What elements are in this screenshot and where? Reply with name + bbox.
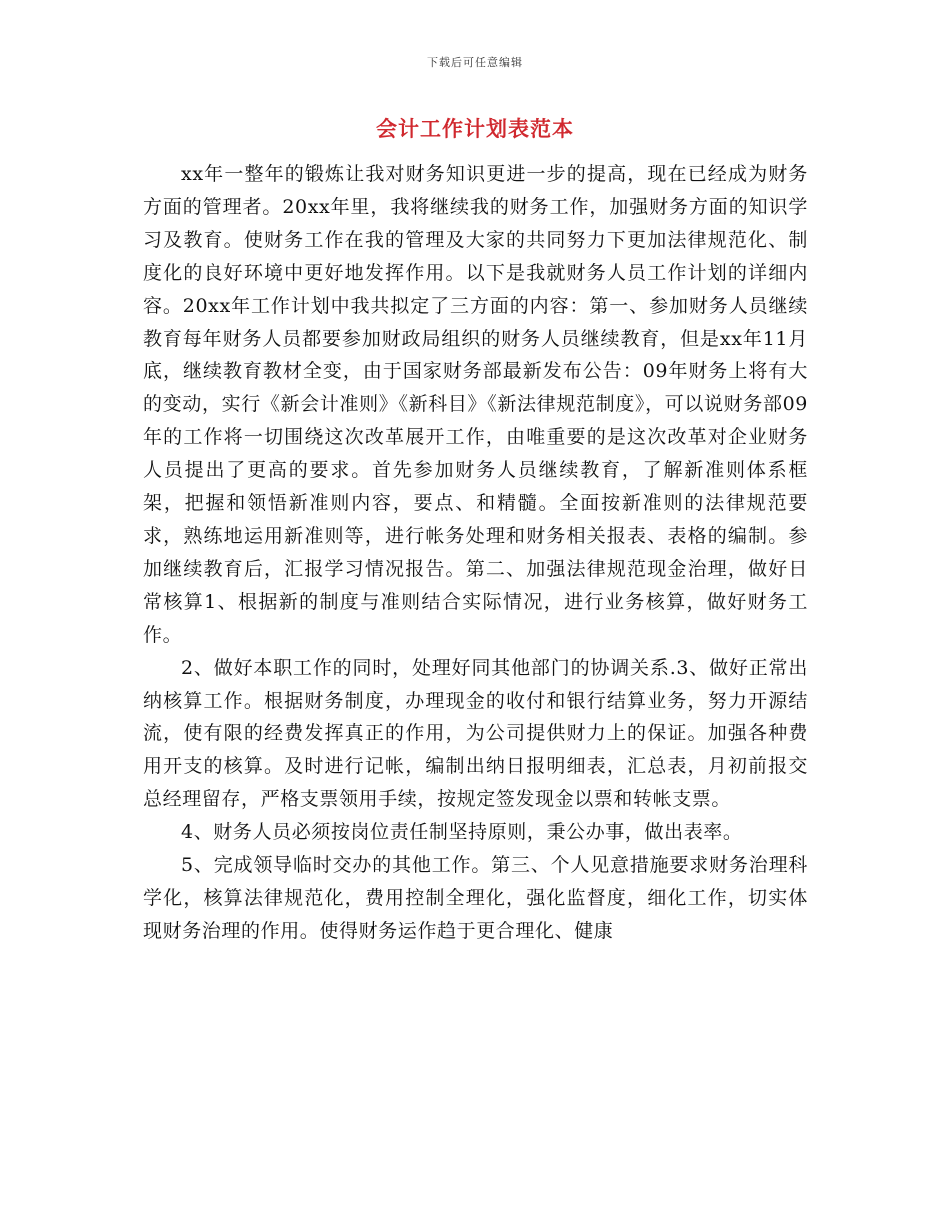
body-paragraph: 5、完成领导临时交办的其他工作。第三、个人见意措施要求财务治理科学化，核算法律规范化，费用控制全理化，强化监督度，细化工作，切实体现财务治理的作用。使得财务运作趋于更合理化、健康 bbox=[143, 854, 808, 942]
document-title: 会计工作计划表范本 bbox=[376, 116, 574, 141]
body-paragraph: 4、财务人员必须按岗位责任制坚持原则，秉公办事，做出表率。 bbox=[181, 821, 743, 844]
body-paragraph: 2、做好本职工作的同时，处理好同其他部门的协调关系.3、做好正常出纳核算工作。根据财务制度，办理现金的收付和银行结算业务，努力开源结流，使有限的经费发挥真正的作用，为公司提供财力上的保证。加强各种费用开支的核算。及时进行记帐，编制出纳日报明细表，汇总表，月初前报交总经理留存，严格支票领用手续，按规定签发现金以票和转帐支票。 bbox=[143, 656, 808, 811]
document-body bbox=[143, 158, 808, 948]
page-header-note: 下载后可任意编辑 bbox=[427, 56, 523, 69]
body-paragraph: xx年一整年的锻炼让我对财务知识更进一步的提高，现在已经成为财务方面的管理者。20xx年里，我将继续我的财务工作，加强财务方面的知识学习及教育。使财务工作在我的管理及大家的共同努力下更加法律规范化、制度化的良好环境中更好地发挥作用。以下是我就财务人员工作计划的详细内容。20xx年工作计划中我共拟定了三方面的内容：第一、参加财务人员继续教育每年财务人员都要参加财政局组织的财务人员继续教育，但是xx年11月底，继续教育教材全变，由于国家财务部最新发布公告：09年财务上将有大的变动，实行《新会计准则》《新科目》《新法律规范制度》，可以说财务部09年的工作将一切围绕这次改革展开工作，由唯重要的是这次改革对企业财务人员提出了更高的要求。首先参加财务人员继续教育，了解新准则体系框架，把握和领悟新准则内容，要点、和精髓。全面按新准则的法律规范要求，熟练地运用新准则等，进行帐务处理和财务相关报表、表格的编制。参加继续教育后，汇报学习情况报告。第二、加强法律规范现金治理，做好日常核算1、根据新的制度与准则结合实际情况，进行业务核算，做好财务工作。 bbox=[143, 163, 808, 646]
